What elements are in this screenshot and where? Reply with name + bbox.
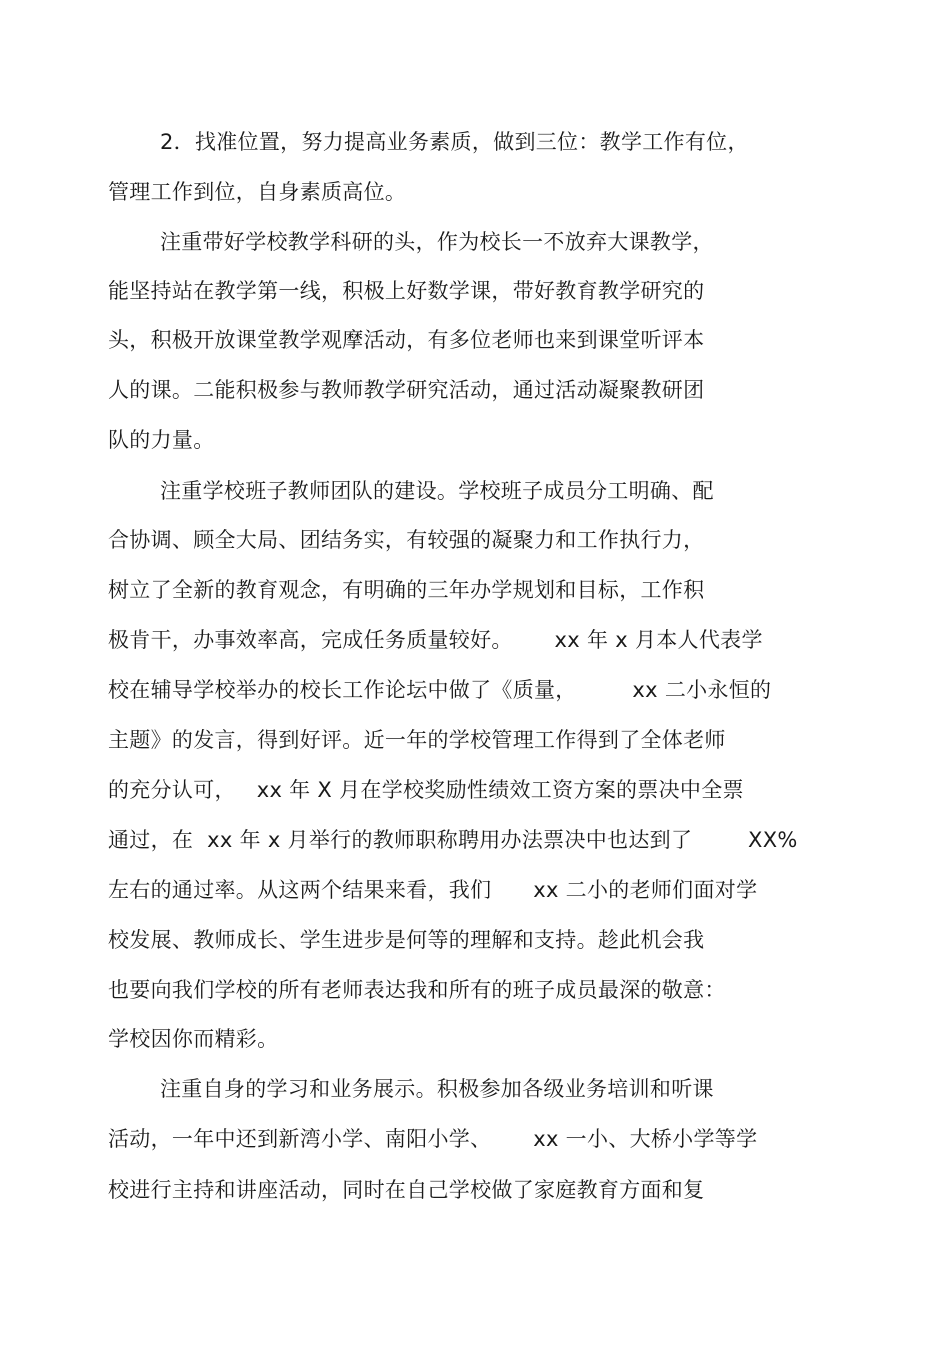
text-line: 管理工作到位，自身素质高位。 bbox=[108, 180, 407, 204]
text-line: 校在辅导学校举办的校长工作论坛中做了《质量， xx 二小永恒的 bbox=[108, 678, 772, 702]
text-line: 注重带好学校教学科研的头，作为校长一不放弃大课教学， bbox=[160, 230, 714, 254]
text-line: 极肯干，办事效率高，完成任务质量较好。 xx 年 x 月本人代表学 bbox=[108, 628, 763, 652]
text-line: 校发展、教师成长、学生进步是何等的理解和支持。趁此机会我 bbox=[108, 928, 705, 952]
text-line: 左右的通过率。从这两个结果来看，我们 xx 二小的老师们面对学 bbox=[108, 878, 758, 902]
text-line: 树立了全新的教育观念，有明确的三年办学规划和目标，工作积 bbox=[108, 578, 705, 602]
text-line: 也要向我们学校的所有老师表达我和所有的班子成员最深的敬意： bbox=[108, 978, 726, 1002]
text-line: 学校因你而精彩。 bbox=[108, 1027, 279, 1051]
text-line: 注重学校班子教师团队的建设。学校班子成员分工明确、配 bbox=[160, 479, 714, 503]
text-line: 的充分认可， xx 年 X 月在学校奖励性绩效工资方案的票决中全票 bbox=[108, 778, 744, 802]
text-line: 能坚持站在教学第一线，积极上好数学课，带好教育教学研究的 bbox=[108, 279, 705, 303]
text-line: 头，积极开放课堂教学观摩活动，有多位老师也来到课堂听评本 bbox=[108, 328, 705, 352]
text-line: 人的课。二能积极参与教师教学研究活动，通过活动凝聚教研团 bbox=[108, 378, 705, 402]
text-line: 通过，在 xx 年 x 月举行的教师职称聘用办法票决中也达到了 XX% bbox=[108, 828, 798, 852]
text-line: 合协调、顾全大局、团结务实，有较强的凝聚力和工作执行力， bbox=[108, 528, 705, 552]
text-line: 校进行主持和讲座活动，同时在自己学校做了家庭教育方面和复 bbox=[108, 1178, 705, 1202]
text-line: 2．找准位置，努力提高业务素质，做到三位：教学工作有位， bbox=[160, 130, 749, 154]
text-line: 队的力量。 bbox=[108, 428, 215, 452]
text-line: 注重自身的学习和业务展示。积极参加各级业务培训和听课 bbox=[160, 1077, 714, 1101]
text-line: 主题》的发言，得到好评。近一年的学校管理工作得到了全体老师 bbox=[108, 728, 726, 752]
text-line: 活动，一年中还到新湾小学、南阳小学、 xx 一小、大桥小学等学 bbox=[108, 1127, 758, 1151]
